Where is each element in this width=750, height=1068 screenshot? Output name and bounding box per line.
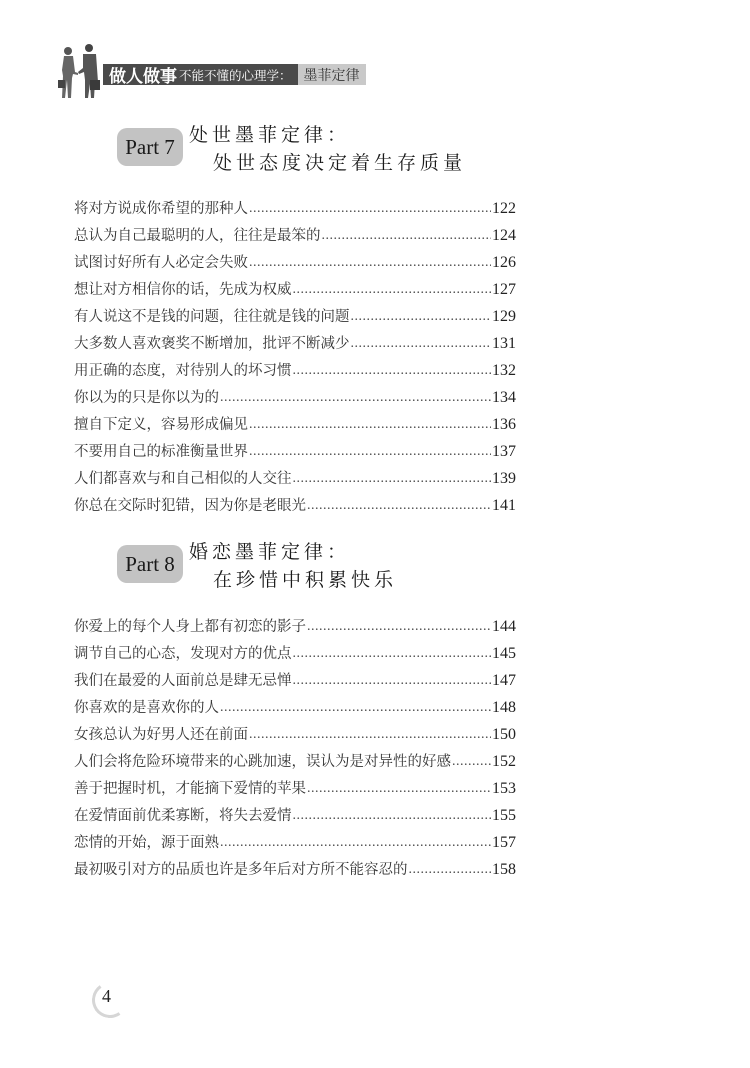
entry-page: 155 (492, 807, 516, 824)
entry-title: 女孩总认为好男人还在前面 (74, 727, 248, 743)
entry-title: 在爱情面前优柔寡断，将失去爱情 (74, 808, 292, 824)
entry-page: 136 (492, 416, 516, 433)
banner-rest-text: 不能不懂的心理学： (179, 67, 292, 83)
entry-title: 我们在最爱的人面前总是肆无忌惮 (74, 673, 292, 689)
banner-bold-text: 做人做事 (109, 67, 177, 87)
leader-dots (293, 671, 492, 691)
leader-dots (220, 388, 491, 408)
toc-entry[interactable] (74, 718, 516, 745)
part-badge: Part 8 (117, 545, 183, 583)
entry-title: 恋情的开始，源于面熟 (74, 835, 219, 851)
running-header (56, 42, 416, 102)
leader-dots (249, 725, 491, 745)
part-heading (117, 535, 647, 595)
leader-dots (293, 644, 492, 664)
banner-title-dark (103, 64, 298, 85)
leader-dots (351, 307, 492, 327)
toc-entry[interactable] (74, 745, 516, 772)
page-number-badge (92, 982, 126, 1016)
entry-title: 调节自己的心态，发现对方的优点 (74, 646, 292, 662)
part-heading (117, 118, 647, 178)
toc-entry[interactable] (74, 462, 516, 489)
toc-entry[interactable] (74, 691, 516, 718)
part-7-section (117, 118, 647, 178)
entry-page: 131 (492, 335, 516, 352)
entry-title: 你喜欢的是喜欢你的人 (74, 700, 219, 716)
entry-page: 127 (492, 281, 516, 298)
leader-dots (293, 469, 492, 489)
toc-entry[interactable] (74, 300, 516, 327)
entry-title: 有人说这不是钱的问题，往往就是钱的问题 (74, 309, 350, 325)
toc-entry[interactable] (74, 219, 516, 246)
entry-page: 150 (492, 726, 516, 743)
toc-entry[interactable] (74, 826, 516, 853)
entry-page: 126 (492, 254, 516, 271)
toc-entry[interactable] (74, 853, 516, 880)
toc-entry[interactable] (74, 664, 516, 691)
entry-title: 擅自下定义，容易形成偏见 (74, 417, 248, 433)
leader-dots (307, 496, 491, 516)
part-title-line2: 在珍惜中积累快乐 (213, 569, 398, 591)
leader-dots (249, 442, 491, 462)
entry-title: 想让对方相信你的话，先成为权威 (74, 282, 292, 298)
entry-title: 人们会将危险环境带来的心跳加速，误认为是对异性的好感 (74, 754, 451, 770)
entry-title: 总认为自己最聪明的人，往往是最笨的 (74, 228, 321, 244)
leader-dots (249, 415, 491, 435)
entry-page: 153 (492, 780, 516, 797)
handshake-businesspeople-icon (56, 42, 102, 100)
part-8-section (117, 535, 647, 595)
entry-title: 不要用自己的标准衡量世界 (74, 444, 248, 460)
toc-entry[interactable] (74, 637, 516, 664)
entry-title: 将对方说成你希望的那种人 (74, 201, 248, 217)
leader-dots (249, 199, 491, 219)
entry-page: 124 (492, 227, 516, 244)
part-title-line1: 婚恋墨菲定律： (189, 541, 351, 563)
book-title-banner (103, 64, 366, 85)
toc-entry[interactable] (74, 246, 516, 273)
toc-entry[interactable] (74, 273, 516, 300)
entry-page: 122 (492, 200, 516, 217)
leader-dots (351, 334, 492, 354)
entry-title: 你以为的只是你以为的 (74, 390, 219, 406)
toc-entry[interactable] (74, 327, 516, 354)
leader-dots (220, 833, 491, 853)
entry-title: 用正确的态度，对待别人的坏习惯 (74, 363, 292, 379)
entry-title: 人们都喜欢与和自己相似的人交往 (74, 471, 292, 487)
leader-dots (293, 280, 492, 300)
toc-entry[interactable] (74, 610, 516, 637)
leader-dots (322, 226, 492, 246)
leader-dots (307, 617, 491, 637)
entry-page: 132 (492, 362, 516, 379)
entry-page: 152 (492, 753, 516, 770)
entry-page: 134 (492, 389, 516, 406)
toc-entry[interactable] (74, 799, 516, 826)
entry-title: 大多数人喜欢褒奖不断增加，批评不断减少 (74, 336, 350, 352)
toc-entry[interactable] (74, 408, 516, 435)
entry-page: 144 (492, 618, 516, 635)
toc-entry[interactable] (74, 381, 516, 408)
entry-page: 129 (492, 308, 516, 325)
leader-dots (307, 779, 491, 799)
page-number: 4 (102, 986, 111, 1006)
leader-dots (293, 361, 492, 381)
entry-page: 157 (492, 834, 516, 851)
entry-title: 善于把握时机，才能摘下爱情的苹果 (74, 781, 306, 797)
entry-page: 145 (492, 645, 516, 662)
entry-page: 139 (492, 470, 516, 487)
leader-dots (452, 752, 491, 772)
entry-page: 147 (492, 672, 516, 689)
leader-dots (249, 253, 491, 273)
part-title-line1: 处世墨菲定律： (189, 124, 351, 146)
leader-dots (293, 806, 492, 826)
entry-page: 137 (492, 443, 516, 460)
entry-title: 试图讨好所有人必定会失败 (74, 255, 248, 271)
toc-entry[interactable] (74, 435, 516, 462)
entry-page: 141 (492, 497, 516, 514)
part-badge: Part 7 (117, 128, 183, 166)
toc-entry[interactable] (74, 354, 516, 381)
part-8-toc (74, 610, 516, 880)
entry-page: 148 (492, 699, 516, 716)
part-7-toc (74, 192, 516, 516)
banner-highlight: 墨菲定律 (298, 64, 366, 85)
entry-title: 你总在交际时犯错，因为你是老眼光 (74, 498, 306, 514)
entry-title: 最初吸引对方的品质也许是多年后对方所不能容忍的 (74, 862, 408, 878)
toc-entry[interactable] (74, 772, 516, 799)
leader-dots (220, 698, 491, 718)
entry-page: 158 (492, 861, 516, 878)
toc-entry[interactable] (74, 192, 516, 219)
leader-dots (409, 860, 492, 880)
part-title-line2: 处世态度决定着生存质量 (213, 152, 467, 174)
toc-entry[interactable] (74, 489, 516, 516)
entry-title: 你爱上的每个人身上都有初恋的影子 (74, 619, 306, 635)
